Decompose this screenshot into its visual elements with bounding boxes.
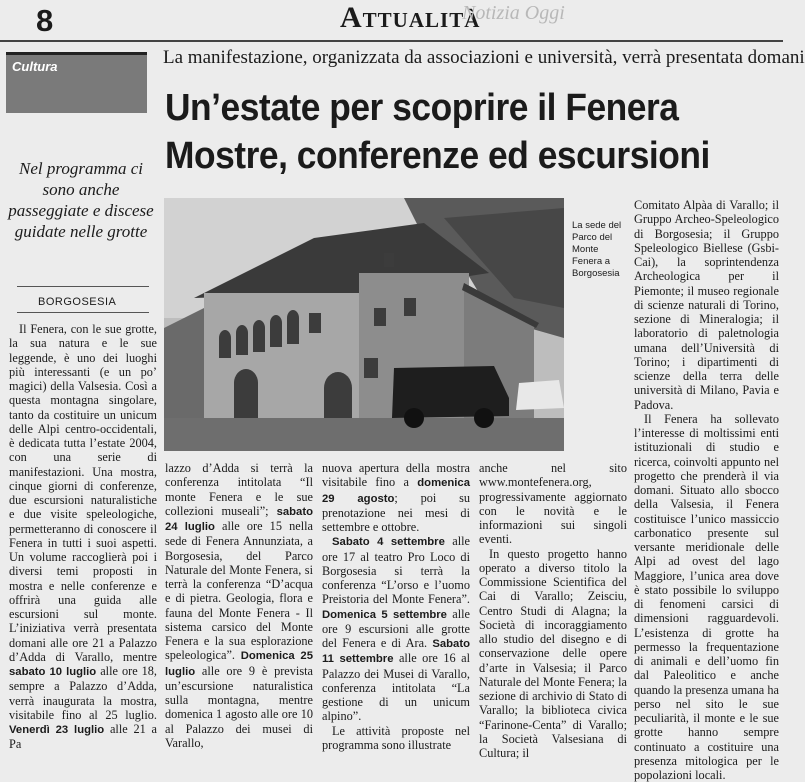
col3-text: alle ore 17 al teatro Pro Loco di Borgosesia si terrà la conferenza “L’orso e l’uomo Preistoria del Monte Fenera”. — [322, 534, 470, 607]
header-rule — [0, 40, 783, 42]
page-number: 8 — [36, 3, 54, 38]
article-column-3 — [322, 461, 471, 752]
photo-caption: La sede del Parco del Monte Fenera a Borgosesia — [572, 220, 622, 279]
col3-bold: Domenica 5 settembre — [322, 608, 447, 621]
col1-text: alle ore 18, sempre a Palazzo d’Adda, verrà inaugurata la mostra, visitabile fino al 25 luglio. — [9, 664, 158, 722]
article-column-4 — [479, 461, 627, 760]
col1-bold: Venerdì 23 luglio — [9, 724, 105, 736]
section-title: Attualità — [340, 1, 481, 34]
article-photo — [164, 198, 564, 451]
masthead-ghost: Notizia Oggi — [462, 2, 565, 24]
col2-bold: Domenica 25 luglio — [165, 650, 313, 678]
category-label: Cultura — [12, 59, 58, 74]
headline-line-1: Un’estate per scoprire il Fenera — [165, 87, 679, 129]
article-column-1 — [9, 322, 158, 752]
article-column-5 — [634, 198, 779, 782]
col3-text: Le attività proposte nel programma sono illustrate — [322, 723, 470, 752]
col3-text: ; poi su prenotazione nei mesi di settembre e ottobre. — [322, 490, 470, 534]
col3-bold: Sabato 11 settembre — [322, 638, 470, 666]
col5-text: Comitato Alpàa di Varallo; il Gruppo Archeo-Speleologico di Borgosesia; il Gruppo Speleologico Biellese (Gsbi-Cai), la soprintendenza Archeologica per il Piemonte; il museo regionale di scienze naturali di Torino, sezione di Mineralogia; il laboratorio di paletnologia umana dell’Università di Torino; i dipartimenti di scienze della terra delle università di Milano, Pavia e Padova. — [634, 198, 779, 412]
col3-text: alle ore 16 al Palazzo dei Musei di Varallo, conferenza intitolata “La gestione di un unicum alpino”. — [322, 651, 471, 724]
divider — [17, 312, 149, 313]
building-photo-illustration — [164, 198, 564, 451]
col3-text: nuova apertura della mostra visitabile fino a — [322, 461, 470, 490]
col2-text: alle ore 9 è prevista un’escursione naturalistica sulla montagna, mentre domenica 1 agosto alle ore 10 al Palazzo dei musei di Varallo, — [165, 663, 313, 750]
article-column-2 — [165, 461, 313, 750]
col1-text: Il Fenera, con le sue grotte, la sua natura e le sue leggende, è uno dei luoghi più interessanti (e un po’ magici) della Valsesia. Così a questa montagna singolare, tanto da costituire un unicum delle Alpi centro-occidentali, è dedicata tutta l’estate 2004, con una serie di manifestazioni. Una mostra, cinque giorni di conferenze, due escursioni naturalistiche e due visite speleologiche, permetteranno di conoscere il Fenera in tutti i suoi aspetti. Un volume raccoglierà poi i diversi temi proposti in mostra e nelle conferenze e offrirà una guida alle escursioni sul monte. L’iniziativa verrà presentata domani alle ore 21 a Palazzo d’Adda di Varallo, mentre — [9, 322, 157, 664]
divider — [17, 286, 149, 287]
col4-text: In questo progetto hanno operato a diverso titolo la Commissione Scientifica del Cai di Varallo; Zeisciu, Centro Studi di Alagna; la Società di incoraggiamento allo studio del disegno e di conservazione delle opere d’arte in Valsesia; il Parco Naturale del Monte Fenera; la sezione di archivio di Stato di Varallo; la biblioteca civica “Farinone-Centa” di Varallo; la Società Valsesiana di Cultura; il — [479, 546, 627, 760]
dateline: BORGOSESIA — [38, 296, 117, 308]
col5-text: Il Fenera ha sollevato l’interesse di moltissimi enti istituzionali di studio e ricerca, coinvolti appunto nel progetto che prenderà il via domani. Situato allo sbocco della Valsesia, il Fenera costituisce l’unico massiccio carbonatico presente sul versante meridionale delle Alpi ad ovest del lago Maggiore, l’unica area dove è stato possibile lo sviluppo di fenomeni carsici di dimensioni ragguardevoli. L’esistenza di grotte ha permesso la frequentazione di animali e dell’uomo fin dal Paleolitico e anche quando la presenza umana ha perso nel sito le sue peculiarità, il monte e le sue grotte hanno sempre continuato a costituire una presenza mitologica per le popolazioni locali. — [634, 411, 779, 782]
col2-text: alle ore 15 nella sede di Fenera Annunziata, a Borgosesia, del Parco Naturale del Monte Fenera, si terrà la conferenza “D’acqua e di pietra. Geologia, flora e fauna del Monte Fenera - Il sistema carsico del Monte Fenera e la sua esplorazione speleologica”. — [165, 519, 313, 663]
headline — [165, 84, 737, 180]
category-box — [6, 52, 147, 113]
col3-text: alle ore 9 escursioni alle grotte del Fenera e di Ara. — [322, 606, 470, 650]
col4-text: anche nel sito www.montefenera.org, progressivamente aggiornato con le novità e le informazioni sui singoli eventi. — [479, 461, 627, 547]
col3-bold: domenica 29 agosto — [322, 477, 470, 505]
col1-text: alle 21 a Pa — [9, 722, 157, 752]
headline-line-2: Mostre, conferenze ed escursioni — [165, 135, 710, 177]
kicker: La manifestazione, organizzata da associazioni e università, verrà presentata domani — [163, 47, 805, 68]
col1-bold: sabato 10 luglio — [9, 666, 97, 678]
standfirst: Nel programma ci sono anche passeggiate e discese guidate nelle grotte — [8, 159, 154, 241]
col2-bold: sabato 24 luglio — [165, 505, 313, 533]
col3-bold: Sabato 4 settembre — [332, 536, 445, 549]
col2-text: lazzo d’Adda si terrà la conferenza intitolata “Il monte Fenera e le sue collezioni museali”; — [165, 461, 313, 518]
